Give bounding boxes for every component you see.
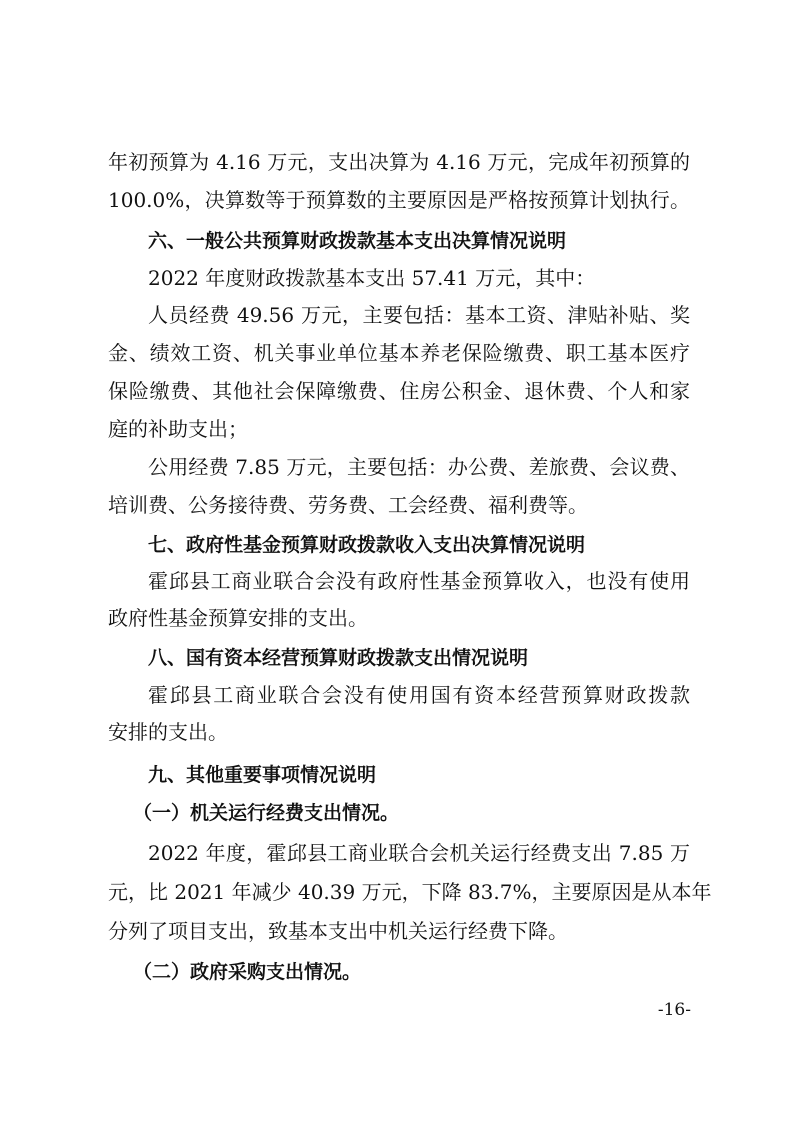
body-text-line: 保险缴费、其他社会保障缴费、住房公积金、退休费、个人和家 [108, 379, 690, 403]
body-text-line: 分列了项目支出，致基本支出中机关运行经费下降。 [108, 919, 568, 943]
section-heading: 八、国有资本经营预算财政拨款支出情况说明 [148, 647, 529, 669]
subsection-heading: （一）机关运行经费支出情况。 [133, 802, 400, 824]
body-text-line: 庭的补助支出； [108, 417, 248, 441]
body-text-line: 100.0%，决算数等于预算数的主要原因是严格按预算计划执行。 [108, 188, 690, 212]
body-text-line: 金、绩效工资、机关事业单位基本养老保险缴费、职工基本医疗 [108, 341, 690, 365]
body-text-line: 年初预算为 4.16 万元，支出决算为 4.16 万元，完成年初预算的 [108, 150, 690, 174]
body-text-line: 霍邱县工商业联合会没有使用国有资本经营预算财政拨款 [148, 683, 690, 707]
subsection-heading: （二）政府采购支出情况。 [133, 961, 362, 983]
body-text-line: 政府性基金预算安排的支出。 [108, 606, 368, 630]
body-text-line: 霍邱县工商业联合会没有政府性基金预算收入，也没有使用 [148, 569, 690, 593]
body-text-line: 人员经费 49.56 万元，主要包括：基本工资、津贴补贴、奖 [148, 303, 690, 327]
body-text-line: 元，比 2021 年减少 40.39 万元，下降 83.7%，主要原因是从本年 [108, 880, 712, 904]
body-text-line: 2022 年度财政拨款基本支出 57.41 万元，其中： [148, 266, 596, 290]
page-number: -16- [657, 1000, 691, 1020]
body-text-line: 培训费、公务接待费、劳务费、工会经费、福利费等。 [108, 493, 588, 517]
section-heading: 九、其他重要事项情况说明 [148, 764, 377, 786]
body-text-line: 2022 年度，霍邱县工商业联合会机关运行经费支出 7.85 万 [148, 841, 690, 865]
section-heading: 六、一般公共预算财政拨款基本支出决算情况说明 [148, 230, 567, 252]
section-heading: 七、政府性基金预算财政拨款收入支出决算情况说明 [148, 534, 586, 556]
body-text-line: 安排的支出。 [108, 720, 228, 744]
body-text-line: 公用经费 7.85 万元，主要包括：办公费、差旅费、会议费、 [148, 455, 690, 479]
